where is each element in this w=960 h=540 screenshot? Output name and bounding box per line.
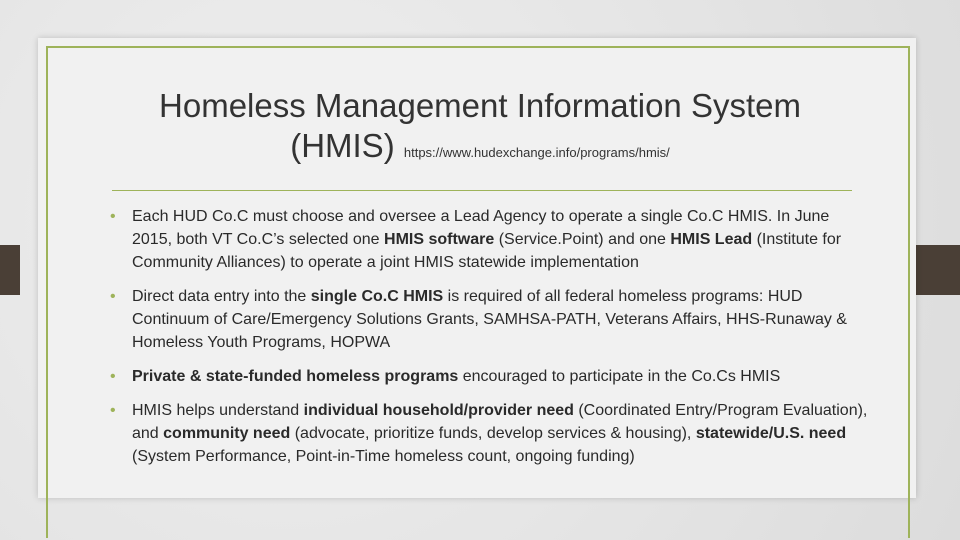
bullet-item-lead-agency: • Each HUD Co.C must choose and oversee a Lead Agency to operate a single Co.C HMIS. In June 2015, both VT Co.C’s selected one HMIS software (Service.Point) and one HMIS Lead (Institute for Community Alliances) to operate a joint HMIS statewide implementation — [108, 205, 868, 274]
left-decorative-tab — [0, 245, 20, 295]
title-line-2: (HMIS) — [290, 127, 395, 164]
hmis-url-link[interactable]: https://www.hudexchange.info/programs/hmis/ — [403, 145, 670, 160]
bullet-item-hmis-helps: • HMIS helps understand individual household/provider need (Coordinated Entry/Program Evaluation), and community need (advocate, prioritize funds, develop services & housing), statewide/U.S. need (System Performance, Point-in-Time homeless count, ongoing funding) — [108, 399, 868, 468]
bullet-list — [108, 205, 868, 479]
bullet-dot-icon: • — [110, 402, 116, 419]
bullet-item-direct-entry: • Direct data entry into the single Co.C HMIS is required of all federal homeless programs: HUD Continuum of Care/Emergency Solutions Grants, SAMHSA-PATH, Veterans Affairs, HHS-Runaway & Homeless Youth Programs, HOPWA — [108, 285, 868, 354]
title-divider — [112, 190, 852, 191]
bullet-item-private-programs: • Private & state-funded homeless programs encouraged to participate in the Co.Cs HMIS — [108, 365, 868, 388]
bullet-dot-icon: • — [110, 208, 116, 225]
bullet-dot-icon: • — [110, 368, 116, 385]
slide-title — [60, 86, 900, 173]
title-line-1: Homeless Management Information System — [159, 87, 801, 124]
bullet-dot-icon: • — [110, 288, 116, 305]
